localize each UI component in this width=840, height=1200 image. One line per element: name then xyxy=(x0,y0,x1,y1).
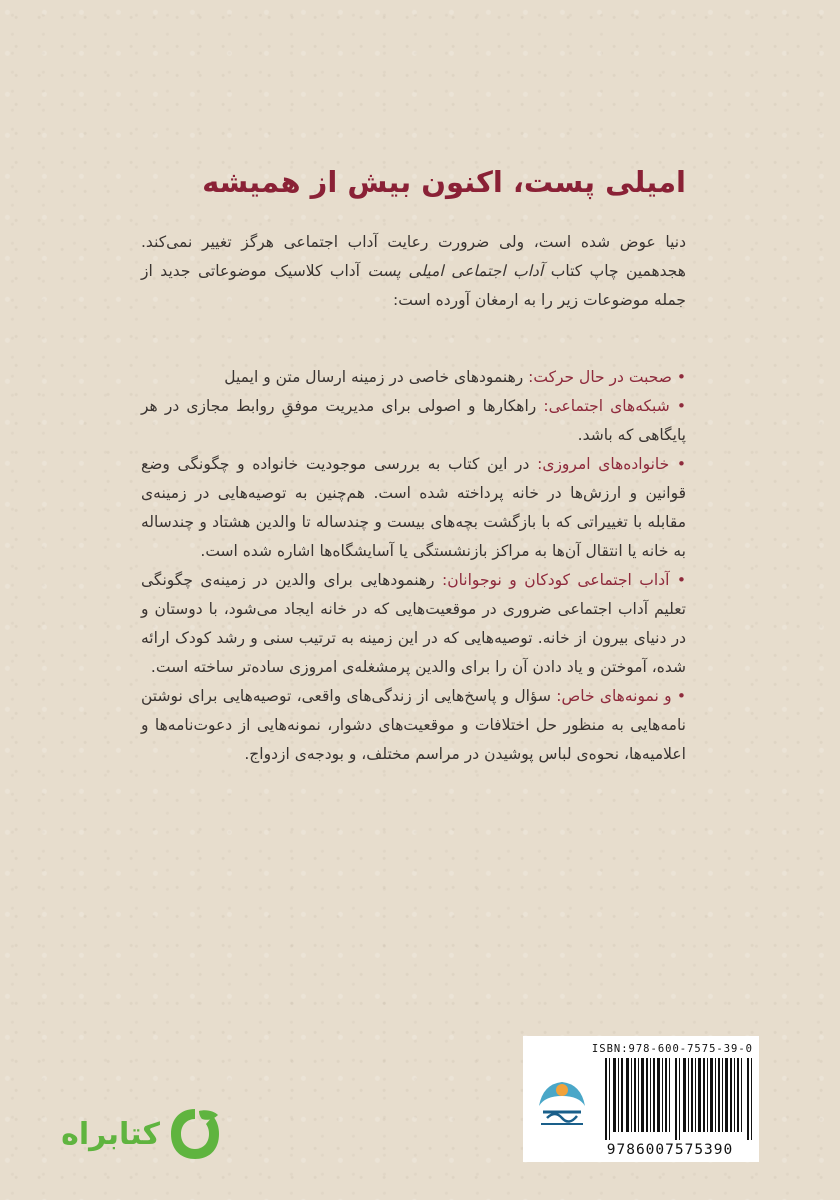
bullet-item xyxy=(141,363,686,392)
bullet-heading: • و نمونه‌های خاص: xyxy=(556,687,686,705)
intro-book-title: آداب اجتماعی امیلی پست xyxy=(367,262,544,280)
brand-name: کتابراه xyxy=(61,1116,160,1152)
isbn-label: ISBN:978-600-7575-39-0 xyxy=(591,1043,753,1055)
bullet-item xyxy=(141,682,686,769)
cover-description xyxy=(141,228,686,769)
publisher-logo-icon xyxy=(529,1066,595,1132)
bullet-text: راهکارها و اصولی برای مدیریت موفقِ روابط مجازی در هر پایگاهی که باشد. xyxy=(141,397,686,444)
brand-logo[interactable] xyxy=(34,1104,224,1164)
isbn-digits: 9786007575390 xyxy=(606,1142,734,1158)
bullet-heading: • آداب اجتماعی کودکان و نوجوانان: xyxy=(441,571,686,589)
bullet-heading: • شبکه‌های اجتماعی: xyxy=(543,397,686,415)
intro-text-2: آداب کلاسیک موضوعاتی جدید از جمله موضوعات زیر را به ارمغان آورده است: xyxy=(141,262,686,309)
bullet-heading: • خانواده‌های امروزی: xyxy=(537,455,686,473)
intro-paragraph xyxy=(141,228,686,315)
bullet-item xyxy=(141,450,686,566)
bullet-text: رهنمودهای خاصی در زمینه ارسال متن و ایمیل xyxy=(224,368,529,386)
intro-text-1: دنیا عوض شده است، ولی ضرورت رعایت آداب اجتماعی هرگز تغییر نمی‌کند. هجدهمین چاپ کتاب xyxy=(141,233,686,280)
barcode-panel xyxy=(523,1036,759,1162)
barcode-icon xyxy=(605,1058,753,1140)
bullet-text: رهنمودهایی برای والدین در زمینه‌ی چگونگی تعلیم آداب اجتماعی ضروری در موقعیت‌هایی که در خانه ایجاد می‌شود، با دوستان و در دنیای بیرون از خانه. توصیه‌هایی که در این زمینه به ترتیب سنی و رشد کودک ارائه شده، آموختن و یاد دادن آن را برای والدین پرمشغله‌ی امروزی ساده‌تر ساخته است. xyxy=(141,571,686,676)
bullet-item xyxy=(141,392,686,450)
bullet-text: سؤال و پاسخ‌هایی از زندگی‌های واقعی، توصیه‌هایی برای نوشتن نامه‌هایی به منظور حل اختلافات و موقعیت‌های دشوار، نمونه‌هایی از دعوت‌نامه‌ها و اعلامیه‌ها، نحوه‌ی لباس پوشیدن در مراسم مختلف، و بودجه‌ی ازدواج. xyxy=(141,687,686,763)
cover-title: امیلی پست، اکنون بیش از همیشه xyxy=(202,165,686,199)
bullet-text: در این کتاب به بررسی موجودیت خانواده و چگونگی وضع قوانین و ارزش‌ها در خانه پرداخته شده است. هم‌چنین به توصیه‌هایی در زمینه‌ی مقابله با تغییراتی که با بازگشت بچه‌های بیست و چندساله تا والدین هشتاد و چندساله به خانه یا انتقال آن‌ها به مراکز بازنشستگی یا آسایشگاه‌ها اشاره شده است. xyxy=(141,455,686,560)
bullet-heading: • صحبت در حال حرکت: xyxy=(528,368,686,386)
bullet-item xyxy=(141,566,686,682)
book-leaf-icon xyxy=(166,1105,224,1163)
